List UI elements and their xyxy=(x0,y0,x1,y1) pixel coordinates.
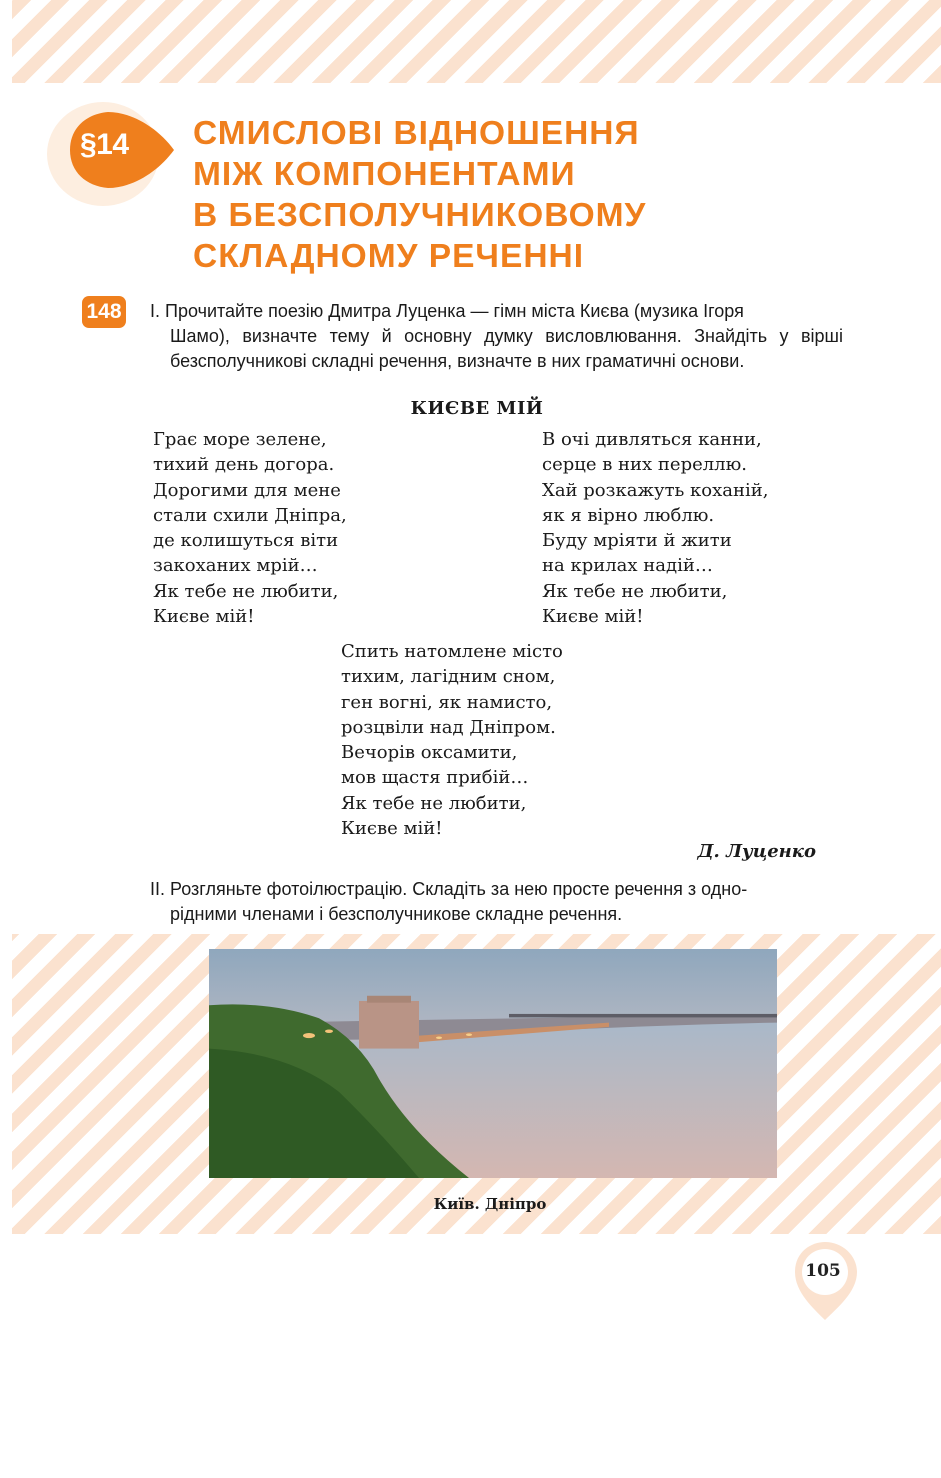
task-two-first-line: ІІ. Розгляньте фотоілюстрацію. Складіть за нею просте речення з одно- xyxy=(150,879,748,899)
poem-line: Спить натомлене місто xyxy=(341,641,563,662)
poem-line: тихим, лагідним сном, xyxy=(341,666,556,688)
task-two-instructions xyxy=(150,877,843,927)
title-line: В БЕЗСПОЛУЧНИКОВОМУ xyxy=(193,197,647,234)
poem-line: Грає море зелене, xyxy=(153,429,327,450)
poem-stanza-2 xyxy=(542,427,769,629)
exercise-number-badge: 148 xyxy=(82,296,126,328)
poem-line: закоханих мрій… xyxy=(153,555,318,577)
task-one-instructions xyxy=(150,299,843,374)
title-line: СКЛАДНОМУ РЕЧЕННІ xyxy=(193,238,585,275)
title-line: МІЖ КОМПОНЕНТАМИ xyxy=(193,156,576,193)
poem-line: ген вогні, як намисто, xyxy=(341,691,553,713)
poem-stanza-3 xyxy=(341,639,563,841)
poem-line: мов щастя прибій… xyxy=(341,767,529,789)
poem-line: розцвіли над Дніпром. xyxy=(341,716,556,738)
poem-line: Буду мріяти й жити xyxy=(542,530,732,552)
poem-line: на крилах надій… xyxy=(542,555,713,577)
poem-line: де колишуться віти xyxy=(153,530,339,552)
poem-line: Дорогими для мене xyxy=(153,479,341,501)
page-title xyxy=(193,113,646,277)
poem-line: як я вірно люблю. xyxy=(542,504,715,526)
poem-line: стали схили Дніпра, xyxy=(153,504,347,526)
kyiv-dnipro-photo xyxy=(209,949,777,1478)
poem-line: Як тебе не любити, xyxy=(341,792,527,814)
title-line: СМИСЛОВІ ВІДНОШЕННЯ xyxy=(193,115,640,152)
poem-line: Хай розкажуть коханій, xyxy=(542,479,769,501)
task-one-continuation: Шамо), визначте тему й основну думку висловлювання. Знайдіть у вірші безсполучникові складні речення, визначте в них граматичні основи. xyxy=(170,326,843,371)
poem-line: Як тебе не любити, xyxy=(542,580,728,602)
poem-line: Києве мій! xyxy=(153,606,255,628)
poem-stanza-1 xyxy=(153,427,347,629)
task-one-first-line: І. Прочитайте поезію Дмитра Луценка — гімн міста Києва (музика Ігоря xyxy=(150,301,744,321)
photo-caption: Київ. Дніпро xyxy=(433,1195,547,1213)
poem-line: Як тебе не любити, xyxy=(153,580,339,602)
poem-title: КИЄВЕ МІЙ xyxy=(410,398,544,419)
poem-line: Києве мій! xyxy=(542,606,644,628)
poem-line: тихий день догора. xyxy=(153,454,335,476)
poem-line: Вечорів оксамити, xyxy=(341,742,518,764)
poem-line: серце в них переллю. xyxy=(542,454,748,476)
section-number: §14 xyxy=(80,128,129,161)
decorative-stripes-top xyxy=(12,0,941,83)
task-two-continuation: рідними членами і безсполучникове складне речення. xyxy=(170,904,623,924)
poem-line: В очі дивляться канни, xyxy=(542,429,762,450)
poem-line: Києве мій! xyxy=(341,818,443,840)
poem-author: Д. Луценко xyxy=(697,841,816,862)
page-number: 105 xyxy=(805,1261,841,1281)
